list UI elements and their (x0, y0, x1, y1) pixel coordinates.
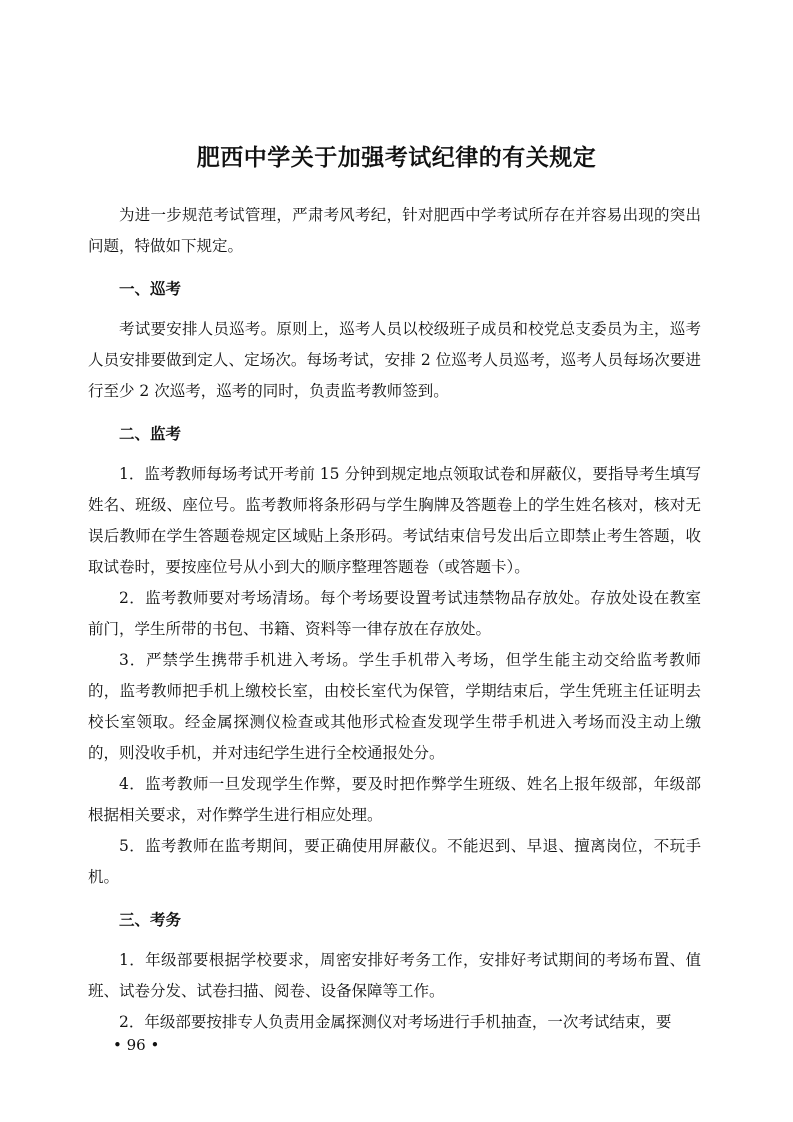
page-number: • 96 • (113, 1036, 160, 1054)
invigilation-paragraph-5: 5．监考教师在监考期间，要正确使用屏蔽仪。不能迟到、早退、擅离岗位，不玩手机。 (88, 837, 701, 886)
invigilation-paragraph-3: 3．严禁学生携带手机进入考场。学生手机带入考场，但学生能主动交给监考教师的，监考教师把手机上缴校长室，由校长室代为保管，学期结束后，学生凭班主任证明去校长室领取。经金属探测仪检查或其他形式检查发现学生带手机进入考场而没主动上缴的，则没收手机，并对违纪学生进行全校通报处分。 (88, 651, 701, 762)
document-title: 肥西中学关于加强考试纪律的有关规定 (196, 145, 597, 171)
intro-paragraph: 为进一步规范考试管理，严肃考风考纪，针对肥西中学考试所存在并容易出现的突出问题，特做如下规定。 (88, 206, 701, 255)
section-heading-patrol: 一、巡考 (119, 280, 182, 298)
document-body (88, 200, 701, 1038)
section-heading-invigilation: 二、监考 (119, 425, 182, 443)
exam-affairs-paragraph-1: 1．年级部要根据学校要求，周密安排好考务工作，安排好考试期间的考场布置、值班、试卷分发、试卷扫描、阅卷、设备保障等工作。 (88, 951, 701, 1000)
invigilation-paragraph-4: 4．监考教师一旦发现学生作弊，要及时把作弊学生班级、姓名上报年级部，年级部根据相关要求，对作弊学生进行相应处理。 (88, 775, 701, 824)
section-heading-exam-affairs: 三、考务 (119, 911, 182, 929)
invigilation-paragraph-1: 1．监考教师每场考试开考前 15 分钟到规定地点领取试卷和屏蔽仪，要指导考生填写姓名、班级、座位号。监考教师将条形码与学生胸牌及答题卷上的学生姓名核对，核对无误后教师在学生答题卷规定区域贴上条形码。考试结束信号发出后立即禁止考生答题，收取试卷时，要按座位号从小到大的顺序整理答题卷（或答题卡）。 (88, 465, 701, 576)
exam-affairs-paragraph-2: 2．年级部要按排专人负责用金属探测仪对考场进行手机抽查，一次考试结束，要 (119, 1013, 672, 1031)
invigilation-paragraph-2: 2．监考教师要对考场清场。每个考场要设置考试违禁物品存放处。存放处设在教室前门，学生所带的书包、书籍、资料等一律存放在存放处。 (88, 589, 701, 638)
patrol-paragraph: 考试要安排人员巡考。原则上，巡考人员以校级班子成员和校党总支委员为主，巡考人员安排要做到定人、定场次。每场考试，安排 2 位巡考人员巡考，巡考人员每场次要进行至少 2 次巡考，巡考的同时，负责监考教师签到。 (88, 320, 701, 400)
